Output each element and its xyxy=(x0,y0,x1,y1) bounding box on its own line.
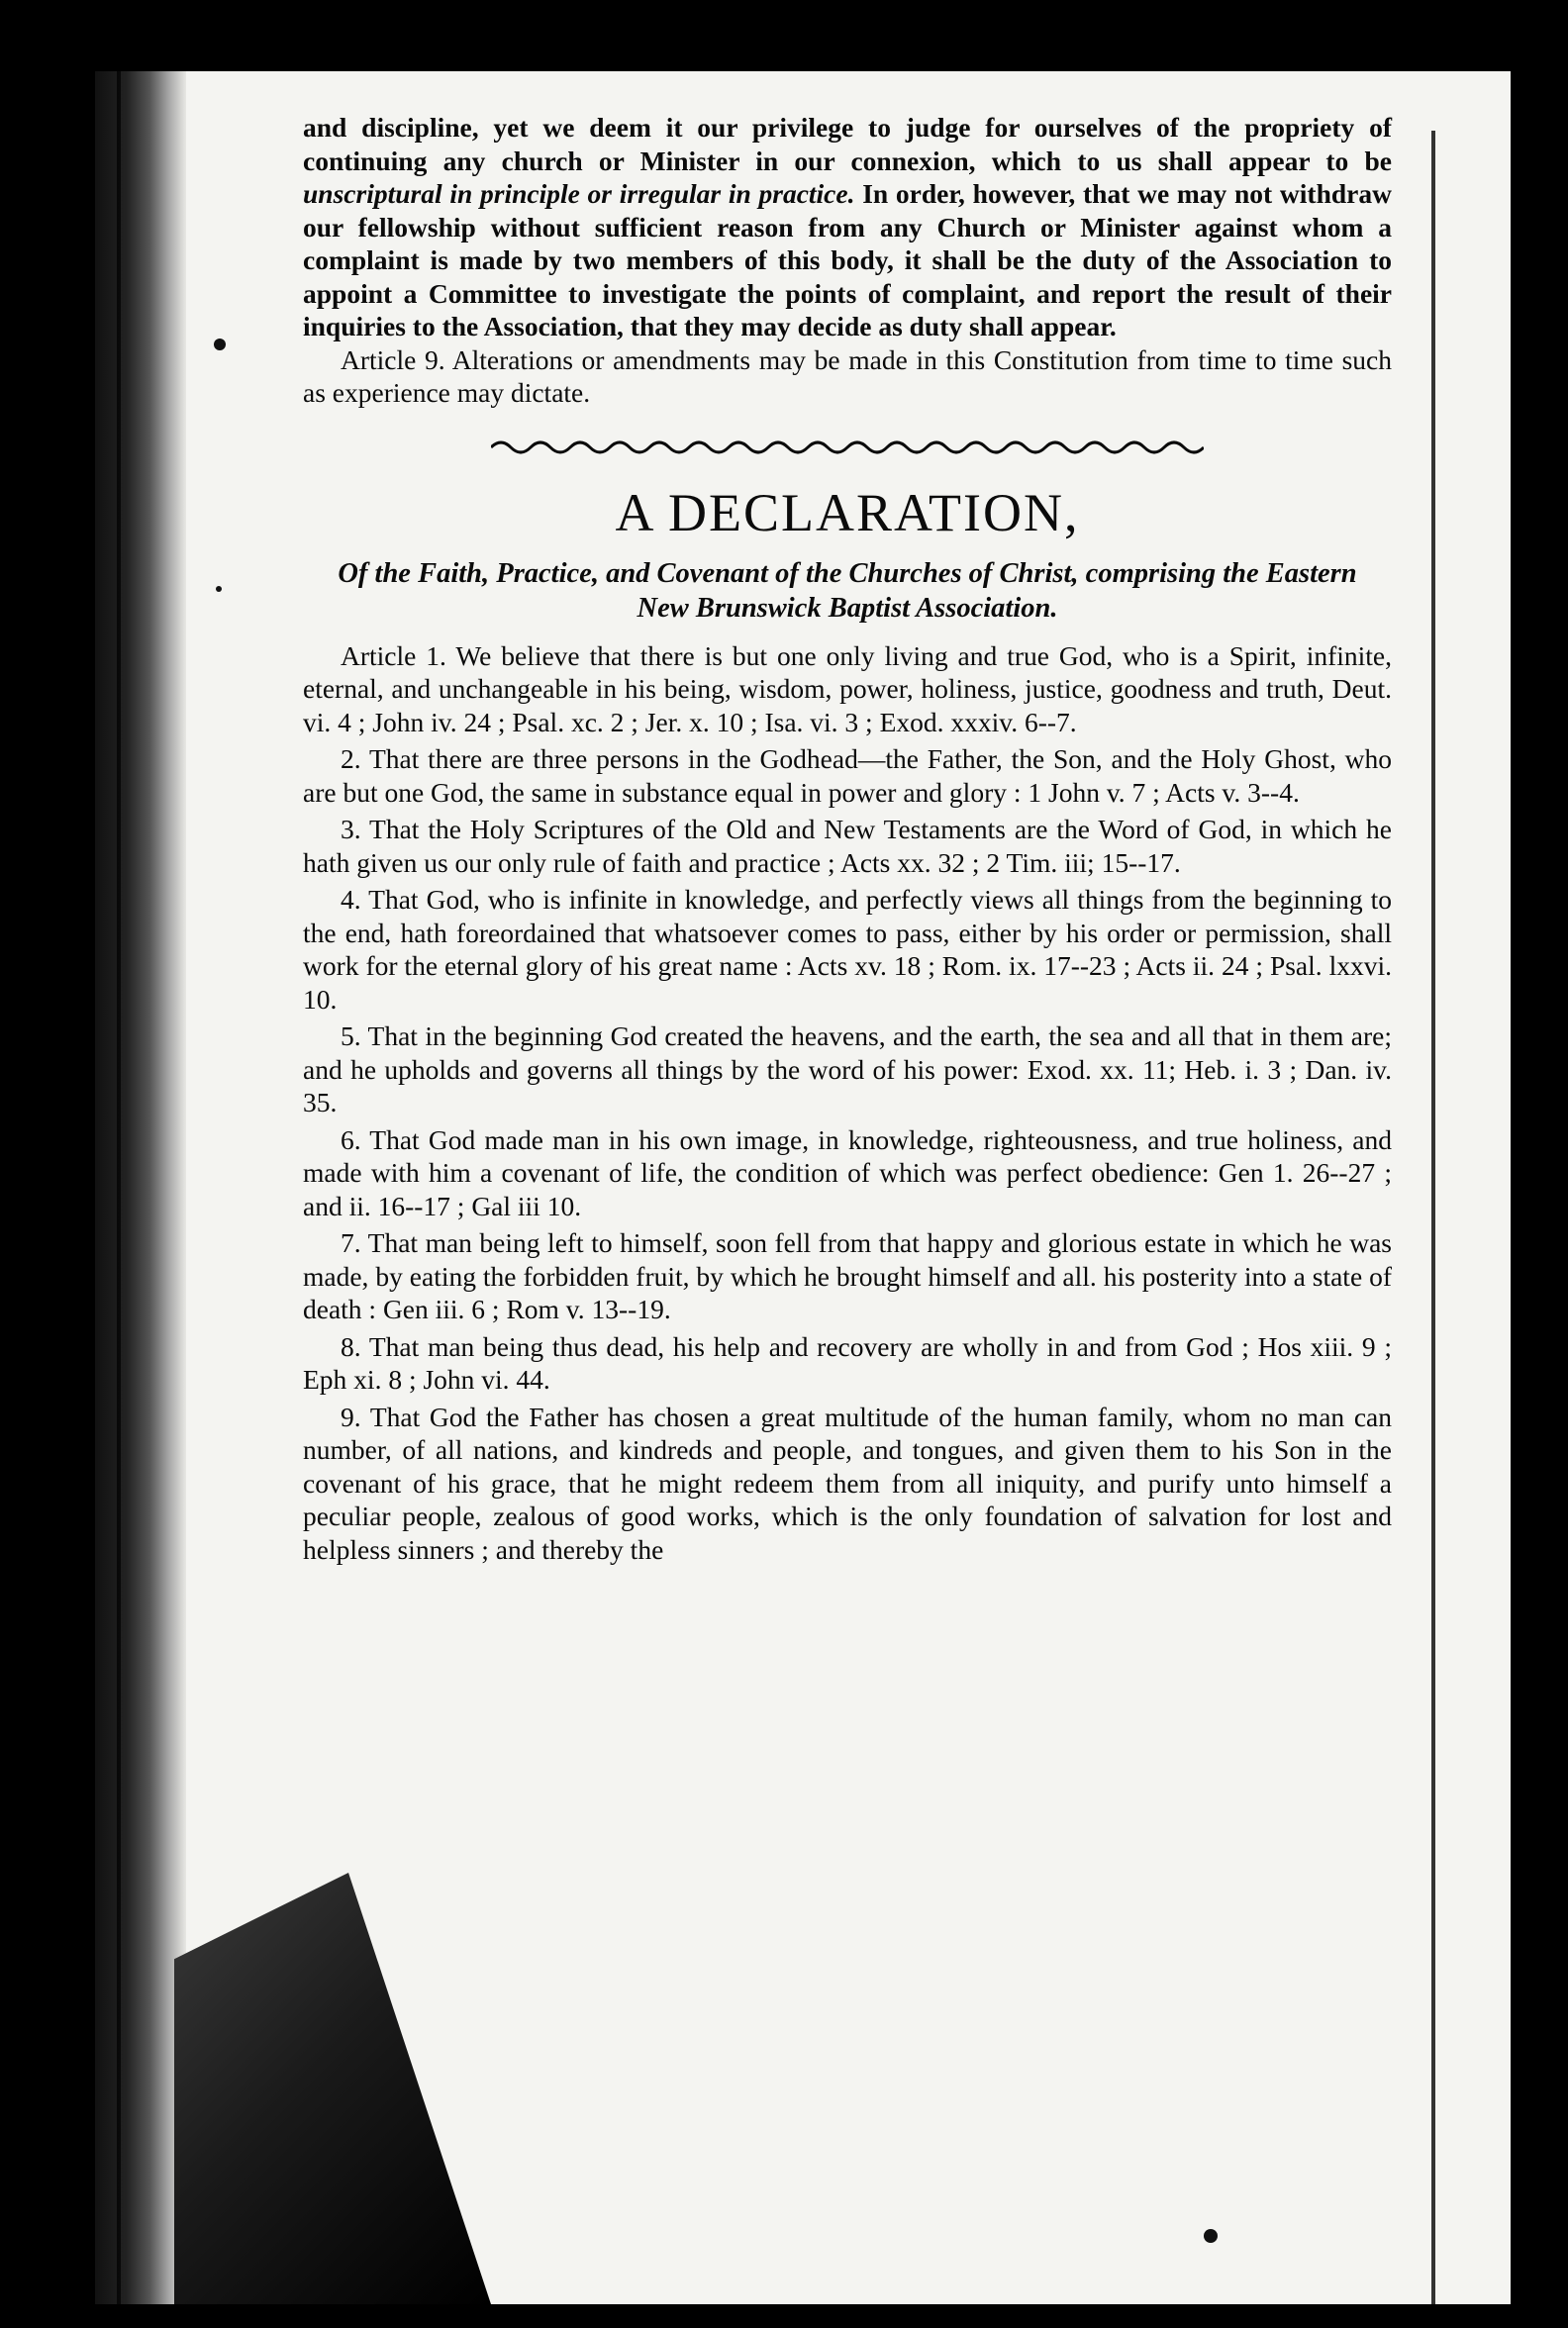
article-1: Article 1. We believe that there is but one only living and true God, who is a Spirit, infinite, eternal, and unchangeable in his being, wisdom, power, holiness, justice, goodness and truth, Deut. vi. 4 ; John iv. 24 ; Psal. xc. 2 ; Jer. x. 10 ; Isa. vi. 3 ; Exod. xxxiv. 6--7. xyxy=(303,639,1392,737)
continuation-paragraph xyxy=(303,111,1392,343)
article-9-paragraph: Article 9. Alterations or amendments may be made in this Constitution from time to time such as experience may dictate. xyxy=(303,343,1392,408)
scanned-page xyxy=(95,71,1511,2304)
article-7: 7. That man being left to himself, soon fell from that happy and glorious estate in which he was made, by eating the forbidden fruit, by which he brought himself and all. his posterity into a state of death : Gen iii. 6 ; Rom v. 13--19. xyxy=(303,1227,1392,1324)
binding-edge xyxy=(117,71,121,2304)
article-3: 3. That the Holy Scriptures of the Old and New Testaments are the Word of God, in which he hath given us our only rule of faith and practice ; Acts xx. 32 ; 2 Tim. iii; 15--17. xyxy=(303,814,1392,878)
ink-speck xyxy=(1204,2229,1218,2243)
article-4: 4. That God, who is infinite in knowledge, and perfectly views all things from the beginning to the end, hath foreordained that whatsoever comes to pass, either by his order or permission, shall work for the eternal glory of his great name : Acts xv. 18 ; Rom. ix. 17--23 ; Acts ii. 24 ; Psal. lxxvi. 10. xyxy=(303,884,1392,1015)
declaration-title: A DECLARATION, xyxy=(615,482,1080,542)
continuation-text: and discipline, yet we deem it our privilege to judge for ourselves of the propriety of continuing any church or Minister in our connexion, which to us shall appear to be xyxy=(303,112,1392,176)
article-5: 5. That in the beginning God created the heavens, and the earth, the sea and all that in them are; and he upholds and governs all things by the word of his power: Exod. xx. 11; Heb. i. 3 ; Dan. iv. 35. xyxy=(303,1020,1392,1117)
article-9-declaration: 9. That God the Father has chosen a great multitude of the human family, whom no man can number, of all nations, and kindreds and people, and tongues, and given them to his Son in the covenant of his grace, that he might redeem them from all iniquity, and purify unto himself a peculiar people, zealous of good works, which is the only foundation of salvation for lost and helpless sinners ; and thereby the xyxy=(303,1401,1392,1565)
ink-speck xyxy=(214,339,226,350)
right-margin-rule xyxy=(1431,131,1435,2304)
document-body xyxy=(303,111,1392,1566)
declaration-subtitle: Of the Faith, Practice, and Covenant of the Churches of Christ, comprising the Eastern New Brunswick Baptist Association. xyxy=(338,557,1357,624)
folded-corner xyxy=(174,1873,491,2304)
article-6: 6. That God made man in his own image, in knowledge, righteousness, and true holiness, and made with him a covenant of life, the condition of which was perfect obedience: Gen 1. 26--27 ; and ii. 16--17 ; Gal iii 10. xyxy=(303,1123,1392,1221)
ink-speck xyxy=(216,586,222,592)
continuation-emphasis: unscriptural in principle or irregular in practice. xyxy=(303,178,855,209)
article-8: 8. That man being thus dead, his help and recovery are wholly in and from God ; Hos xiii. 9 ; Eph xi. 8 ; John vi. 44. xyxy=(303,1330,1392,1395)
wavy-divider xyxy=(491,436,1204,459)
article-2: 2. That there are three persons in the Godhead—the Father, the Son, and the Holy Ghost, who are but one God, the same in substance equal in power and glory : 1 John v. 7 ; Acts v. 3--4. xyxy=(303,743,1392,808)
continuation-rest: In order, however, that we may not withdraw our fellowship without sufficient reason from any Church or Minister against whom a complaint is made by two members of this body, it shall be the duty of the Association to appoint a Committee to investigate the points of complaint, and report the result of their inquiries to the Association, that they may decide as duty shall appear. xyxy=(303,178,1392,341)
book-binding-shadow xyxy=(95,71,186,2304)
